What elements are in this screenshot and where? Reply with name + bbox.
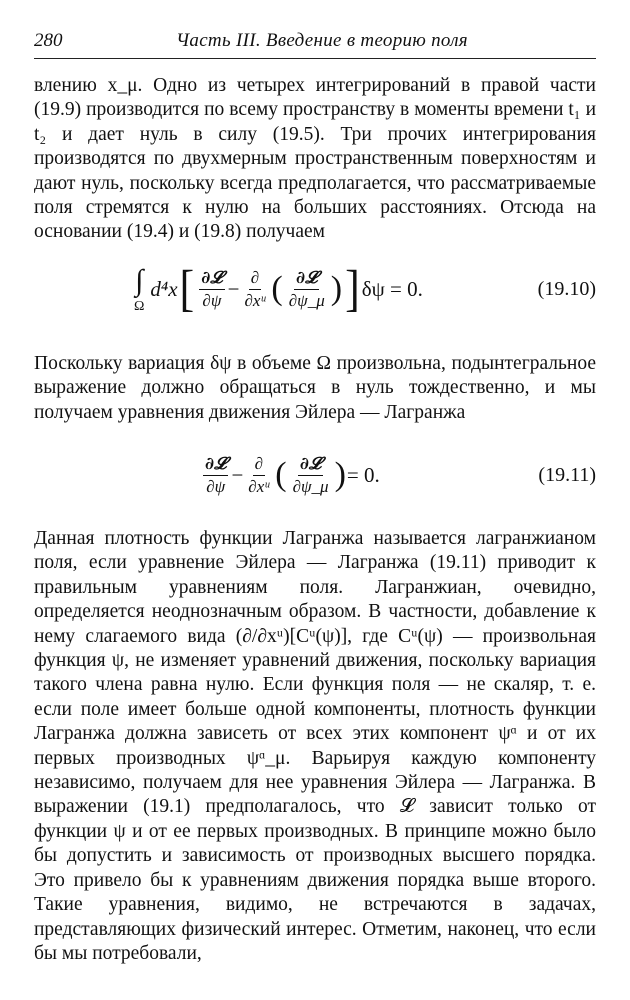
running-title: Часть III. Введение в теорию поля bbox=[176, 30, 468, 51]
denominator: ∂xᵘ bbox=[244, 290, 266, 310]
paren-open: ( bbox=[275, 456, 287, 493]
paren-close: ) bbox=[330, 270, 343, 307]
fraction-dL-dpsi bbox=[203, 454, 228, 497]
minus-sign: − bbox=[231, 462, 244, 487]
numerator: ∂ bbox=[253, 454, 265, 476]
numerator: ∂ bbox=[249, 268, 261, 290]
equation-19-11 bbox=[34, 440, 596, 510]
paragraph-1: влению x_μ. Одно из четырех интегрирований в правой части (19.9) производится по всему пространству в моменты времени t₁ и t₂ и дает нуль в силу (19.5). Три прочих интегрирования производятся по двухмерным пространственным поверхностям и дают нуль, поскольку всегда предполагается, что рассматриваемые поля стремятся к нулю на больших расстояниях. Отсюда на основании (19.4) и (19.8) получаем bbox=[34, 75, 596, 243]
equation-tail: = 0. bbox=[346, 462, 380, 487]
numerator: ∂𝓛 bbox=[201, 267, 223, 288]
numerator: ∂𝓛 bbox=[296, 267, 318, 288]
header-rule bbox=[34, 58, 596, 59]
equation-19-10-formula bbox=[134, 254, 423, 324]
denominator: ∂xᵘ bbox=[248, 476, 270, 496]
paragraph-2: Поскольку вариация δψ в объеме Ω произвольна, подынтегральное выражение должно обращаться в нуль тождественно, и мы получаем уравнения движения Эйлера — Лагранжа bbox=[34, 353, 596, 423]
paren-open: ( bbox=[271, 270, 283, 307]
denominator: ∂ψ bbox=[202, 290, 222, 310]
equation-19-11-formula bbox=[200, 440, 380, 510]
integral-sign: ∫ bbox=[135, 264, 144, 297]
integral-domain: Ω bbox=[134, 299, 145, 314]
page-number: 280 bbox=[34, 30, 63, 51]
denominator: ∂ψ_μ bbox=[292, 476, 329, 496]
fraction-dL-dpsimu bbox=[291, 454, 331, 497]
paren-close: ) bbox=[334, 456, 346, 493]
denominator: ∂ψ_μ bbox=[288, 290, 325, 310]
minus-sign: − bbox=[227, 276, 240, 301]
measure: d⁴x bbox=[150, 276, 178, 301]
fraction-dL-dpsimu bbox=[287, 268, 327, 311]
fraction-d-dx bbox=[246, 454, 271, 497]
numerator: ∂𝓛 bbox=[299, 453, 322, 474]
fraction-d-dx bbox=[242, 268, 267, 311]
equation-number: (19.11) bbox=[538, 463, 596, 486]
equation-number: (19.10) bbox=[537, 277, 596, 300]
numerator: ∂𝓛 bbox=[205, 453, 227, 474]
paragraph-3: Данная плотность функции Лагранжа называется лагранжианом поля, если уравнение Эйлера — Лагранжа (19.11) приводит к правильным уравнениям поля. Лагранжиан, очевидно, определяется неоднозначным образом. В частности, добавление к нему слагаемого вида (∂/∂xᵘ)[Cᵘ(ψ)], где Cᵘ(ψ) — произвольная функция ψ, не изменяет уравнений движения, поскольку вариация такого члена равна нулю. Если функция поля — не скаляр, т. е. если поле имеет больше одной компоненты, плотность функции Лагранжа должна зависеть от всех этих компонент ψᵅ и от их первых производных ψᵅ_μ. Варьируя каждую компоненту независимо, получаем для нее уравнения Эйлера — Лагранжа. В выражении (19.1) предполагалось, что 𝓛 зависит только от функции ψ и от ее первых производных. В принципе можно было бы допустить и зависимость от производных высшего порядка. Это привело бы к уравнениям движения порядка выше второго. Такие уравнения, видимо, не встречаются в задачах, представляющих физический интерес. Отметим, наконец, что если бы мы потребовали, bbox=[34, 528, 596, 964]
equation-tail: δψ = 0. bbox=[361, 276, 423, 301]
integral bbox=[134, 264, 144, 314]
bracket-close: ] bbox=[345, 260, 360, 317]
fraction-dL-dpsi bbox=[199, 268, 224, 311]
denominator: ∂ψ bbox=[206, 476, 226, 496]
bracket-open: [ bbox=[179, 260, 195, 317]
equation-19-10 bbox=[34, 254, 596, 324]
